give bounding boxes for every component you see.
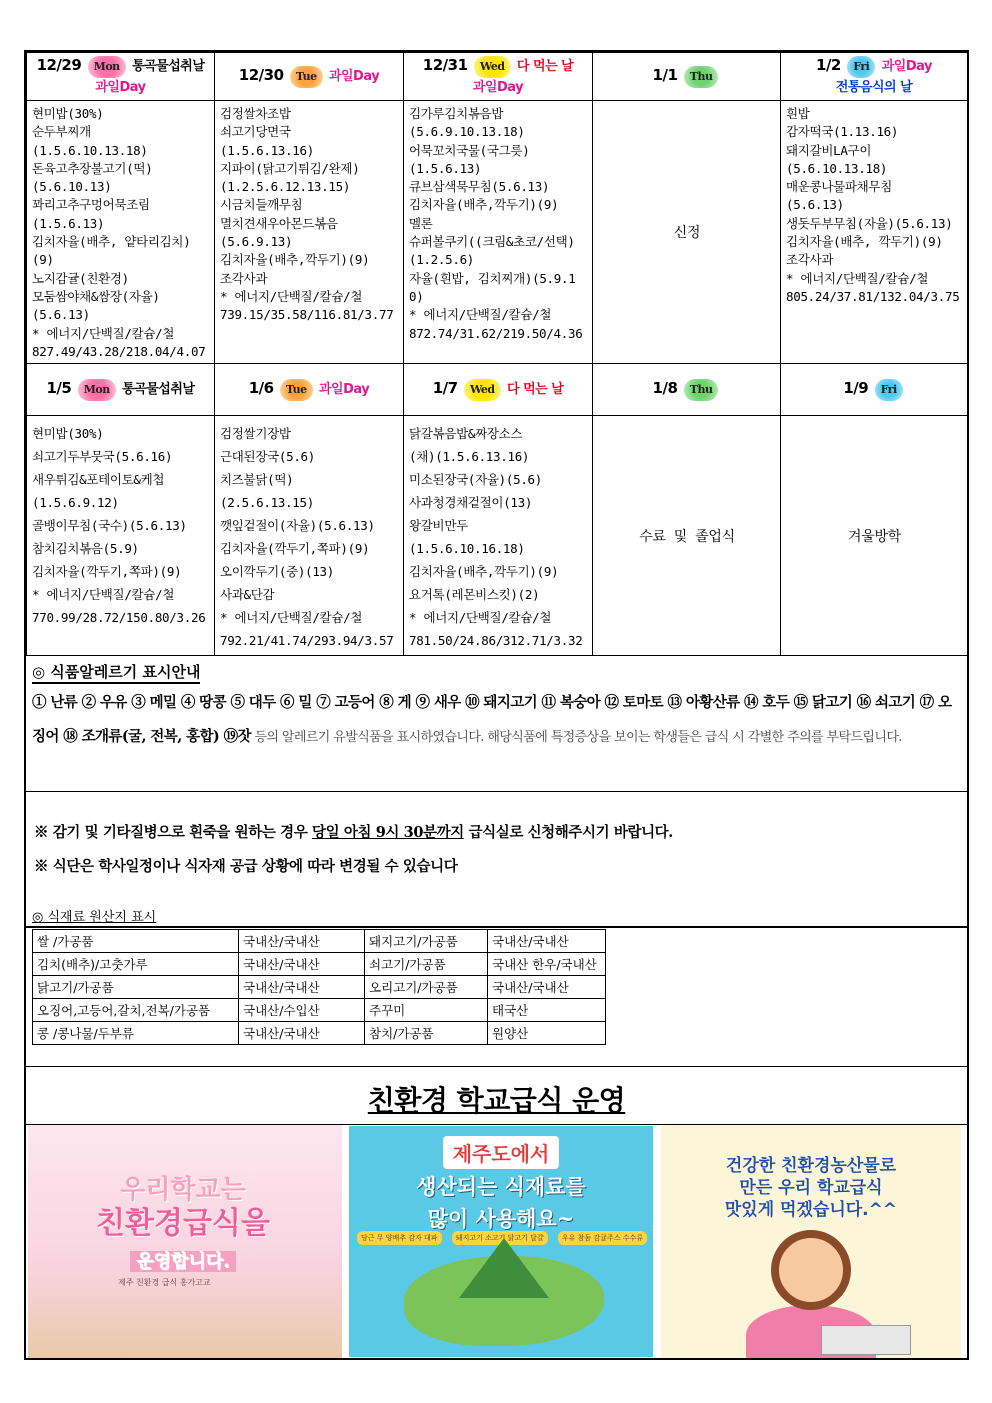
menu-item: 김치자율(깍두기,쪽파)(9) — [32, 564, 182, 580]
menu-item: (2.5.6.13.15) — [220, 495, 314, 511]
event-label: 과일Day — [319, 381, 370, 397]
event-cell-label: 수료 및 졸업식 — [639, 529, 735, 546]
menu-item: 감자떡국(1.13.16) — [786, 124, 899, 140]
menu-cell — [781, 101, 968, 364]
menu-item: 멸치견새우아몬드볶음 — [220, 215, 338, 231]
menu-cell — [215, 101, 404, 364]
menu-item: 시금치들깨무침 — [220, 197, 303, 213]
header-1-5 — [27, 364, 215, 416]
porridge-notice — [34, 816, 959, 850]
menu-item: 사과청경채겉절이(13) — [409, 495, 533, 511]
menu-item: (5.6.9.13) — [220, 234, 293, 250]
origin-row — [33, 930, 606, 953]
menu-item: 멜론 — [409, 215, 433, 231]
event-label: 과일Day — [95, 80, 146, 95]
date-label: 12/31 — [422, 56, 468, 74]
ingredient-chip: 우유 참돔 감귤주스 수수류 — [558, 1231, 647, 1245]
menu-item: 생돗두부무침(자율)(5.6.13) — [786, 215, 953, 231]
origin-cell: 돼지고기/가공품 — [365, 930, 488, 953]
event-label: 다 먹는 날 — [516, 59, 574, 74]
menu-item: 근대된장국(5.6) — [220, 449, 316, 465]
menu-item: (채)(1.5.6.13.16) — [409, 449, 530, 465]
origin-row — [33, 1022, 606, 1045]
header-12-31 — [404, 53, 593, 101]
origin-cell: 국내산/국내산 — [239, 976, 365, 999]
poster-text — [671, 1155, 951, 1221]
menu-item: 요거톡(레몬비스킷)(2) — [409, 587, 540, 603]
event-label: 통곡물섭취날 — [122, 381, 195, 397]
menu-item: * 에너지/단백질/칼슘/철 — [32, 587, 175, 603]
allergy-list: ① 난류 ② 우유 ③ 메밀 ④ 땅콩 ⑤ 대두 ⑥ 밀 ⑦ 고등어 ⑧ 게 ⑨ 새우 ⑩ 돼지고기 ⑪ 복숭아 ⑫ 토마토 ⑬ 아황산류 ⑭ 호두 ⑮ 닭고기 ⑯ 쇠고기 ⑰ 오징어 ⑱ 조개류(굴, 전복, 홍합) ⑲잣 — [32, 694, 952, 745]
event-label: 통곡물섭취날 — [132, 59, 205, 74]
menu-item: (5.6.10.13) — [32, 179, 112, 195]
menu-item: 781.50/24.86/312.71/3.32 — [409, 633, 583, 649]
menu-item: (1.5.6.13.16) — [220, 142, 314, 158]
menu-item: 805.24/37.81/132.04/3.75 — [786, 288, 960, 304]
notice-text: ※ 감기 및 기타질병으로 흰죽을 원하는 경우 — [34, 824, 312, 841]
menu-item: 골뱅이무침(국수)(5.6.13) — [32, 518, 187, 534]
poster-tag: 제주 친환경 급식 홍가고교 — [118, 1278, 211, 1287]
date-label: 1/7 — [432, 378, 458, 397]
day-badge: Thu — [684, 379, 719, 401]
menu-item: (5.6.13) — [32, 307, 90, 323]
menu-item: 770.99/28.72/150.80/3.26 — [32, 610, 206, 626]
event-label: 과일Day — [472, 80, 524, 95]
menu-item: 새우튀김&포테이토&케첩 — [32, 472, 165, 488]
origin-cell: 국내산/국내산 — [488, 976, 606, 999]
menu-item: 조각사과 — [220, 270, 268, 286]
menu-item: 사과&단감 — [220, 587, 275, 603]
header-1-7 — [404, 364, 593, 416]
event-cell — [781, 416, 968, 656]
menu-item: (5.6.13) — [786, 197, 844, 213]
menu-cell — [27, 101, 215, 364]
origin-title: ◎ 식재료 원산지 표시 — [32, 910, 157, 925]
menu-item: 김치자율(배추, 깍두기)(9) — [786, 234, 943, 250]
origin-cell: 국내산/국내산 — [239, 953, 365, 976]
menu-item: 꽈리고추구멍어묵조림 — [32, 197, 150, 213]
header-1-1 — [593, 53, 781, 101]
menu-item: 순두부찌개 — [32, 124, 91, 140]
day-badge: Fri — [875, 379, 903, 401]
origin-cell: 김치(배추)/고춧가루 — [33, 953, 239, 976]
header-1-6 — [215, 364, 404, 416]
origin-cell: 오리고기/가공품 — [365, 976, 488, 999]
week1-header-row — [27, 53, 968, 101]
eco-meal-poster — [28, 1125, 342, 1358]
menu-item: 김치자율(배추,깍두기)(9) — [409, 564, 559, 580]
week2-header-row — [27, 364, 968, 416]
header-1-2 — [781, 53, 968, 101]
day-badge: Tue — [280, 379, 313, 401]
poster-line: 운영합니다. — [130, 1251, 236, 1272]
menu-item: * 에너지/단백질/칼슘/철 — [409, 610, 552, 626]
origin-row — [33, 976, 606, 999]
menu-item: 792.21/41.74/293.94/3.57 — [220, 633, 394, 649]
origin-row — [33, 953, 606, 976]
menu-item: * 에너지/단백질/칼슘/철 — [786, 270, 929, 286]
menu-item: 오이깍두기(중)(13) — [220, 564, 335, 580]
menu-item: (1.5.6.13) — [32, 215, 105, 231]
date-label: 1/6 — [248, 378, 274, 397]
notice-text: 급식실로 신청해주시기 바랍니다. — [463, 824, 673, 841]
menu-item: 김치자율(배추,깍두기)(9) — [409, 197, 559, 213]
menu-item: 치즈불닭(떡) — [220, 472, 294, 488]
menu-item: 쇠고기당면국 — [220, 124, 291, 140]
menu-item: 739.15/35.58/116.81/3.77 — [220, 307, 394, 323]
event-label: 다 먹는 날 — [506, 381, 564, 397]
menu-document — [24, 50, 969, 1360]
origin-cell: 오징어,고등어,갈치,전복/가공품 — [33, 999, 239, 1022]
allergy-text — [32, 686, 961, 754]
menu-item: 자율(흰밥, 김치찌개)(5.9.10) — [409, 270, 576, 304]
origin-cell: 국내산/국내산 — [239, 930, 365, 953]
origin-cell: 국내산/국내산 — [239, 1022, 365, 1045]
menu-item: (1.5.6.10.16.18) — [409, 541, 525, 557]
menu-item: (1.5.6.13) — [409, 160, 482, 176]
day-badge: Thu — [684, 66, 719, 88]
header-1-8 — [593, 364, 781, 416]
notice-section — [26, 792, 967, 927]
meal-tray-illustration — [821, 1325, 911, 1355]
origin-cell: 쇠고기/가공품 — [365, 953, 488, 976]
ingredient-chip: 당근 무 양배추 감자 대파 — [357, 1231, 442, 1245]
menu-item: 왕갈비만두 — [409, 518, 468, 534]
poster-line: 많이 사용해요~ — [427, 1207, 575, 1231]
date-label: 1/8 — [652, 378, 678, 397]
poster-text — [349, 1136, 653, 1233]
header-12-29 — [27, 53, 215, 101]
origin-cell: 국내산 한우/국내산 — [488, 953, 606, 976]
origin-cell: 국내산/수입산 — [239, 999, 365, 1022]
menu-item: 큐브삼색묵무침(5.6.13) — [409, 179, 550, 195]
allergy-notice — [26, 660, 967, 792]
menu-item: 참치김치볶음(5.9) — [32, 541, 139, 557]
child-face-illustration — [771, 1230, 851, 1310]
menu-item: 김치자율(배추,깍두기)(9) — [220, 252, 370, 268]
event-label: 과일Day — [881, 59, 932, 74]
banner-title — [26, 1067, 967, 1125]
menu-item: * 에너지/단백질/칼슘/철 — [32, 325, 175, 341]
header-1-9 — [781, 364, 968, 416]
menu-item: 872.74/31.62/219.50/4.36 — [409, 325, 583, 341]
ingredient-chip: 돼지고기 소고기 닭고기 달걀 — [452, 1231, 548, 1245]
menu-item: 어묵꼬치국물(국그릇) — [409, 142, 530, 158]
menu-item: 노지감귤(친환경) — [32, 270, 129, 286]
menu-item: 김치자율(배추, 얕타리김치)(9) — [32, 234, 191, 268]
menu-item: 미소된장국(자율)(5.6) — [409, 472, 543, 488]
header-12-30 — [215, 53, 404, 101]
origin-table — [32, 929, 606, 1045]
holiday-label: 신정 — [673, 224, 701, 241]
day-badge: Mon — [78, 379, 116, 401]
change-notice: ※ 식단은 학사일정이나 식자재 공급 상황에 따라 변경될 수 있습니다 — [34, 858, 458, 875]
event-cell-label: 겨울방학 — [848, 529, 901, 546]
menu-item: 김가루김치볶음밥 — [409, 106, 504, 121]
origin-cell: 쌀 /가공품 — [33, 930, 239, 953]
menu-item: (1.5.6.9.12) — [32, 495, 119, 511]
menu-item: 현미밥(30%) — [32, 106, 104, 121]
menu-item: 쇠고기두부뭇국(5.6.16) — [32, 449, 173, 465]
date-label: 1/9 — [843, 378, 869, 397]
event-cell — [593, 416, 781, 656]
poster-line: 우리학교는 — [120, 1175, 246, 1205]
menu-item: (5.6.9.10.13.18) — [409, 124, 525, 140]
origin-row — [33, 999, 606, 1022]
origin-cell: 태국산 — [488, 999, 606, 1022]
poster-title: 제주도에서 — [443, 1136, 560, 1169]
poster-line: 생산되는 식재료를 — [416, 1175, 586, 1199]
menu-item: 김치자율(깍두기,쪽파)(9) — [220, 541, 370, 557]
allergy-title: ◎ 식품알레르기 표시안내 — [32, 662, 200, 684]
menu-item: 모둠쌈야채&쌈장(자율) — [32, 288, 160, 304]
menu-item: 깻잎겉절이(자율)(5.6.13) — [220, 518, 375, 534]
menu-item: 현미밥(30%) — [32, 426, 104, 442]
menu-item: 매운콩나물파채무침 — [786, 179, 892, 195]
menu-item: * 에너지/단백질/칼슘/철 — [220, 610, 363, 626]
menu-item: (1.2.5.6.12.13.15) — [220, 179, 351, 195]
menu-item: (5.6.10.13.18) — [786, 160, 888, 176]
menu-item: 조각사과 — [786, 252, 834, 268]
poster-line: 친환경급식을 — [96, 1206, 270, 1241]
weekly-menu-table — [26, 52, 968, 656]
menu-item: * 에너지/단백질/칼슘/철 — [220, 288, 363, 304]
healthy-meal-poster — [661, 1125, 961, 1358]
poster-line: 건강한 친환경농산물로 — [725, 1156, 897, 1176]
day-badge: Wed — [464, 379, 501, 401]
holiday-cell — [593, 101, 781, 364]
origin-cell: 국내산/국내산 — [488, 930, 606, 953]
origin-cell: 참치/가공품 — [365, 1022, 488, 1045]
menu-item: * 에너지/단백질/칼슘/철 — [409, 307, 552, 323]
origin-cell: 콩 /콩나물/두부류 — [33, 1022, 239, 1045]
menu-item: 슈퍼볼쿠키((크림&초코/선택)(1.2.5.6) — [409, 234, 575, 268]
date-label: 1/5 — [46, 378, 72, 397]
notice-deadline: 당일 아침 9시 30분까지 — [311, 824, 464, 841]
menu-item: 지파이(닭고기튀김/완제) — [220, 160, 360, 176]
event-label: 과일Day — [328, 68, 380, 84]
banner-heading: 친환경 학교급식 운영 — [367, 1084, 626, 1117]
mountain-illustration — [459, 1238, 549, 1298]
poster-line: 만든 우리 학교급식 — [739, 1178, 883, 1198]
week1-menu-row — [27, 101, 968, 364]
menu-item: 흰밥 — [786, 106, 810, 121]
jeju-ingredients-poster — [348, 1125, 654, 1358]
date-label: 1/2 — [816, 56, 841, 74]
menu-item: 검정쌀차조밥 — [220, 106, 291, 121]
day-badge: Fri — [847, 56, 875, 78]
date-label: 12/29 — [36, 56, 82, 74]
poster-text — [48, 1173, 318, 1279]
week2-menu-row — [27, 416, 968, 656]
menu-item: 검정쌀기장밥 — [220, 426, 291, 442]
origin-cell: 닭고기/가공품 — [33, 976, 239, 999]
menu-cell — [215, 416, 404, 656]
menu-item: 827.49/43.28/218.04/4.07 — [32, 343, 206, 359]
day-badge: Mon — [88, 56, 126, 78]
menu-item: 닭갈볶음밥&짜장소스 — [409, 426, 523, 442]
poster-line: 맛있게 먹겠습니다.^^ — [724, 1200, 898, 1220]
event-label: 전통음식의 날 — [835, 80, 913, 95]
menu-cell — [27, 416, 215, 656]
menu-cell — [404, 101, 593, 364]
day-badge: Tue — [290, 66, 323, 88]
origin-cell: 원양산 — [488, 1022, 606, 1045]
date-label: 12/30 — [238, 65, 284, 84]
menu-item: 돼지갈비LA구이 — [786, 142, 872, 158]
menu-item: (1.5.6.10.13.18) — [32, 142, 148, 158]
menu-item: 돈육고추장불고기(떡) — [32, 160, 153, 176]
day-badge: Wed — [474, 56, 511, 78]
date-label: 1/1 — [652, 65, 678, 84]
allergy-note: 등의 알레르기 유발식품을 표시하였습니다. 해당식품에 특정증상을 보이는 학생들은 급식 시 각별한 주의를 부탁드립니다. — [250, 730, 902, 745]
menu-cell — [404, 416, 593, 656]
origin-cell: 주꾸미 — [365, 999, 488, 1022]
